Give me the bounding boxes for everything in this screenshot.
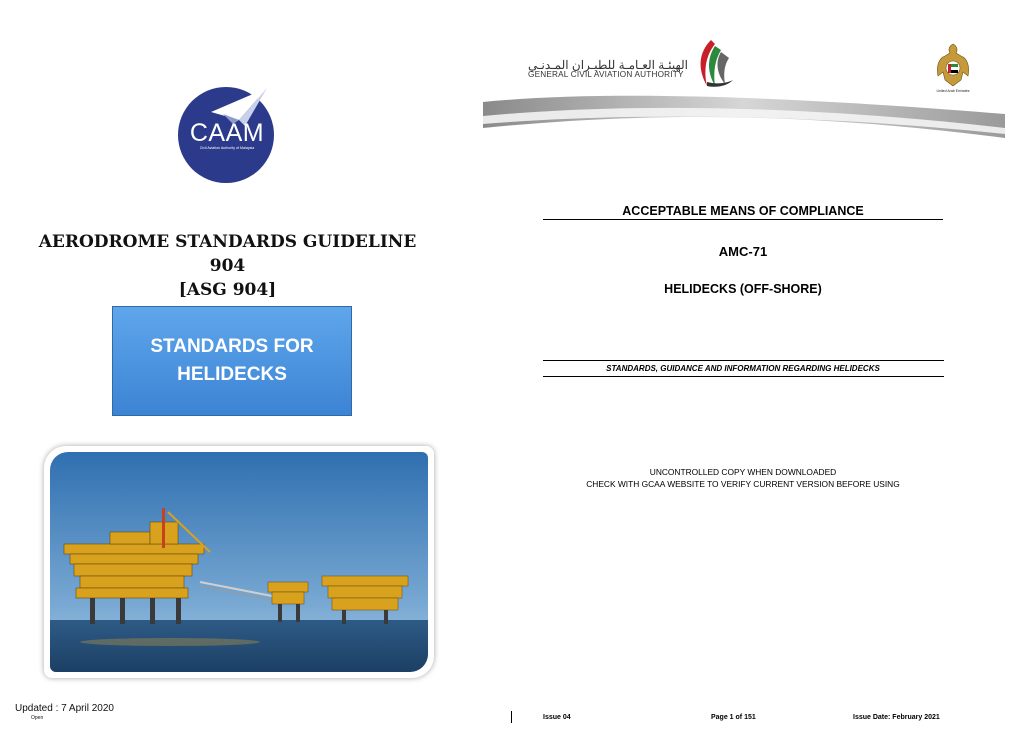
standards-box-text (132, 333, 332, 389)
scope-bottom-rule (543, 376, 944, 377)
amc-subject: HELIDECKS (OFF-SHORE) (664, 282, 822, 296)
uncontrolled-copy-notice (543, 466, 943, 490)
footer-issue: Issue 04 (543, 714, 571, 721)
updated-date: Updated : 7 April 2020 (15, 703, 114, 714)
caam-logo-subtitle: Civil Aviation Authority of Malaysia (199, 146, 255, 150)
scope-top-rule (543, 360, 944, 361)
scope-statement: STANDARDS, GUIDANCE AND INFORMATION REGARDING HELIDECKS (606, 364, 880, 373)
header-swoosh (483, 94, 1005, 154)
guideline-title-line1: AERODROME STANDARDS GUIDELINE 904 (38, 232, 417, 276)
uae-label: United Arab Emirates (936, 89, 970, 93)
photo-frame (44, 446, 434, 678)
gcaa-english-name: GENERAL CIVIL AVIATION AUTHORITY (528, 70, 684, 79)
guideline-title-line2: [ASG 904] (178, 280, 277, 300)
amc-number: AMC-71 (718, 244, 768, 259)
guideline-title (30, 230, 425, 302)
footer-divider (511, 711, 512, 723)
document-heading: ACCEPTABLE MEANS OF COMPLIANCE (622, 204, 864, 218)
classification-label: Open (31, 715, 44, 721)
caam-logo-name: CAAM (189, 119, 265, 147)
standards-box (112, 306, 352, 416)
uae-falcon-emblem-icon (933, 42, 973, 90)
notice-line1: UNCONTROLLED COPY WHEN DOWNLOADED (649, 467, 837, 477)
heading-underline (543, 219, 943, 220)
standards-box-line2: HELIDECKS (177, 364, 287, 385)
notice-line2: CHECK WITH GCAA WEBSITE TO VERIFY CURRENT VERSION BEFORE USING (586, 479, 900, 489)
standards-box-line1: STANDARDS FOR (150, 336, 314, 357)
offshore-platform-photo (50, 452, 428, 672)
footer-page-number: Page 1 of 151 (711, 714, 756, 721)
gcaa-wing-icon (693, 38, 735, 90)
caam-logo (175, 82, 279, 186)
gcaa-arabic-name: الهيئـة العـامـة للطيـران المـدنـي (528, 58, 689, 72)
footer-issue-date: Issue Date: February 2021 (853, 714, 940, 721)
